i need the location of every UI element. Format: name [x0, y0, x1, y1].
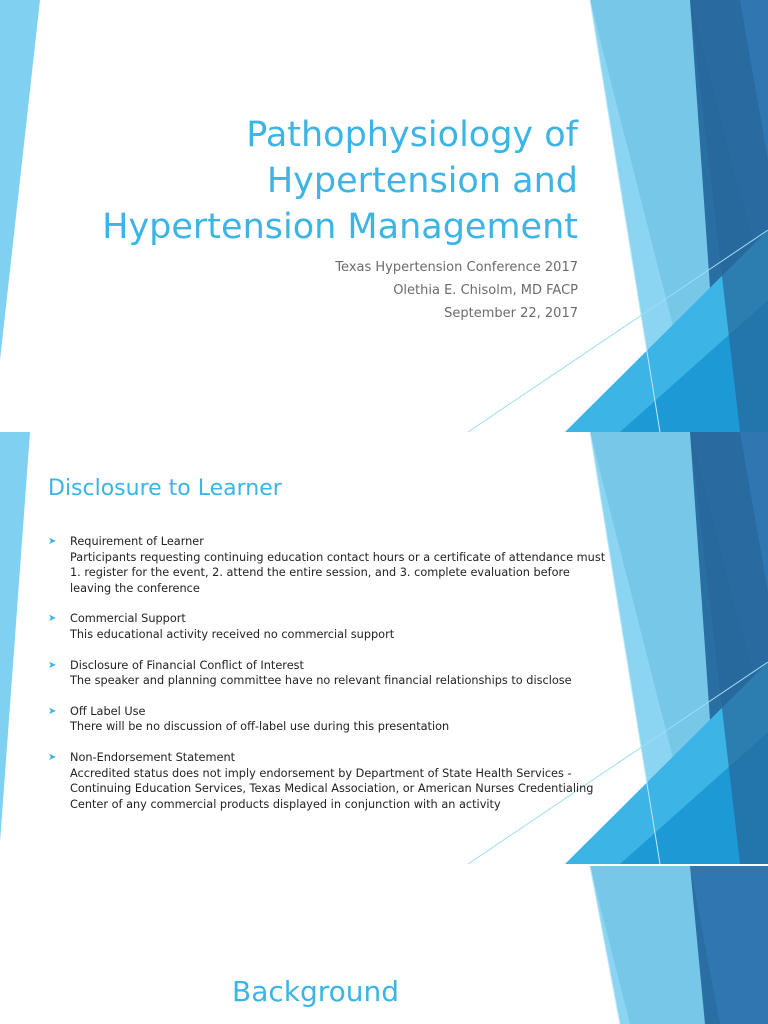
list-item	[48, 658, 608, 689]
list-item	[48, 704, 608, 735]
list-item	[48, 611, 608, 642]
list-item	[48, 750, 608, 812]
item-title: Non-Endorsement Statement	[70, 750, 236, 764]
slide-title	[0, 0, 768, 432]
presentation-date: September 22, 2017	[444, 306, 578, 321]
title-line: Hypertension and	[266, 161, 578, 201]
item-body: There will be no discussion of off-label use during this presentation	[70, 720, 450, 734]
slide-heading: Background	[232, 975, 400, 1008]
bullet-arrow-icon: ➤	[48, 613, 57, 625]
bullet-arrow-icon: ➤	[48, 751, 57, 763]
list-item	[48, 534, 608, 596]
item-title: Requirement of Learner	[70, 535, 204, 548]
item-title: Commercial Support	[70, 612, 186, 626]
item-body: This educational activity received no commercial support	[70, 627, 395, 641]
item-body: Accredited status does not imply endorsement by Department of State Health Services - Continuing Education Services, Texas Medical Association, or American Nurses Credentialing Center of any commercial products displayed in conjunction with an activity	[70, 766, 594, 811]
slide-heading: Disclosure to Learner	[48, 476, 282, 501]
item-body: The speaker and planning committee have no relevant financial relationships to disclose	[70, 674, 572, 688]
bullet-arrow-icon: ➤	[48, 705, 57, 717]
subtitle-block	[78, 256, 578, 325]
item-title: Off Label Use	[70, 704, 146, 718]
presenter-name: Olethia E. Chisolm, MD FACP	[393, 283, 578, 298]
conference-name: Texas Hypertension Conference 2017	[335, 260, 578, 275]
bullet-arrow-icon: ➤	[48, 536, 57, 547]
presentation-title	[18, 112, 578, 250]
title-line: Hypertension Management	[102, 207, 578, 247]
item-title: Disclosure of Financial Conflict of Interest	[70, 658, 304, 672]
title-line: Pathophysiology of	[246, 115, 578, 155]
bullet-arrow-icon: ➤	[48, 659, 57, 671]
item-body: Participants requesting continuing education contact hours or a certificate of attendance must 1. register for the event, 2. attend the entire session, and 3. complete evaluation before leaving the conference	[70, 550, 606, 595]
disclosure-list	[48, 534, 608, 827]
